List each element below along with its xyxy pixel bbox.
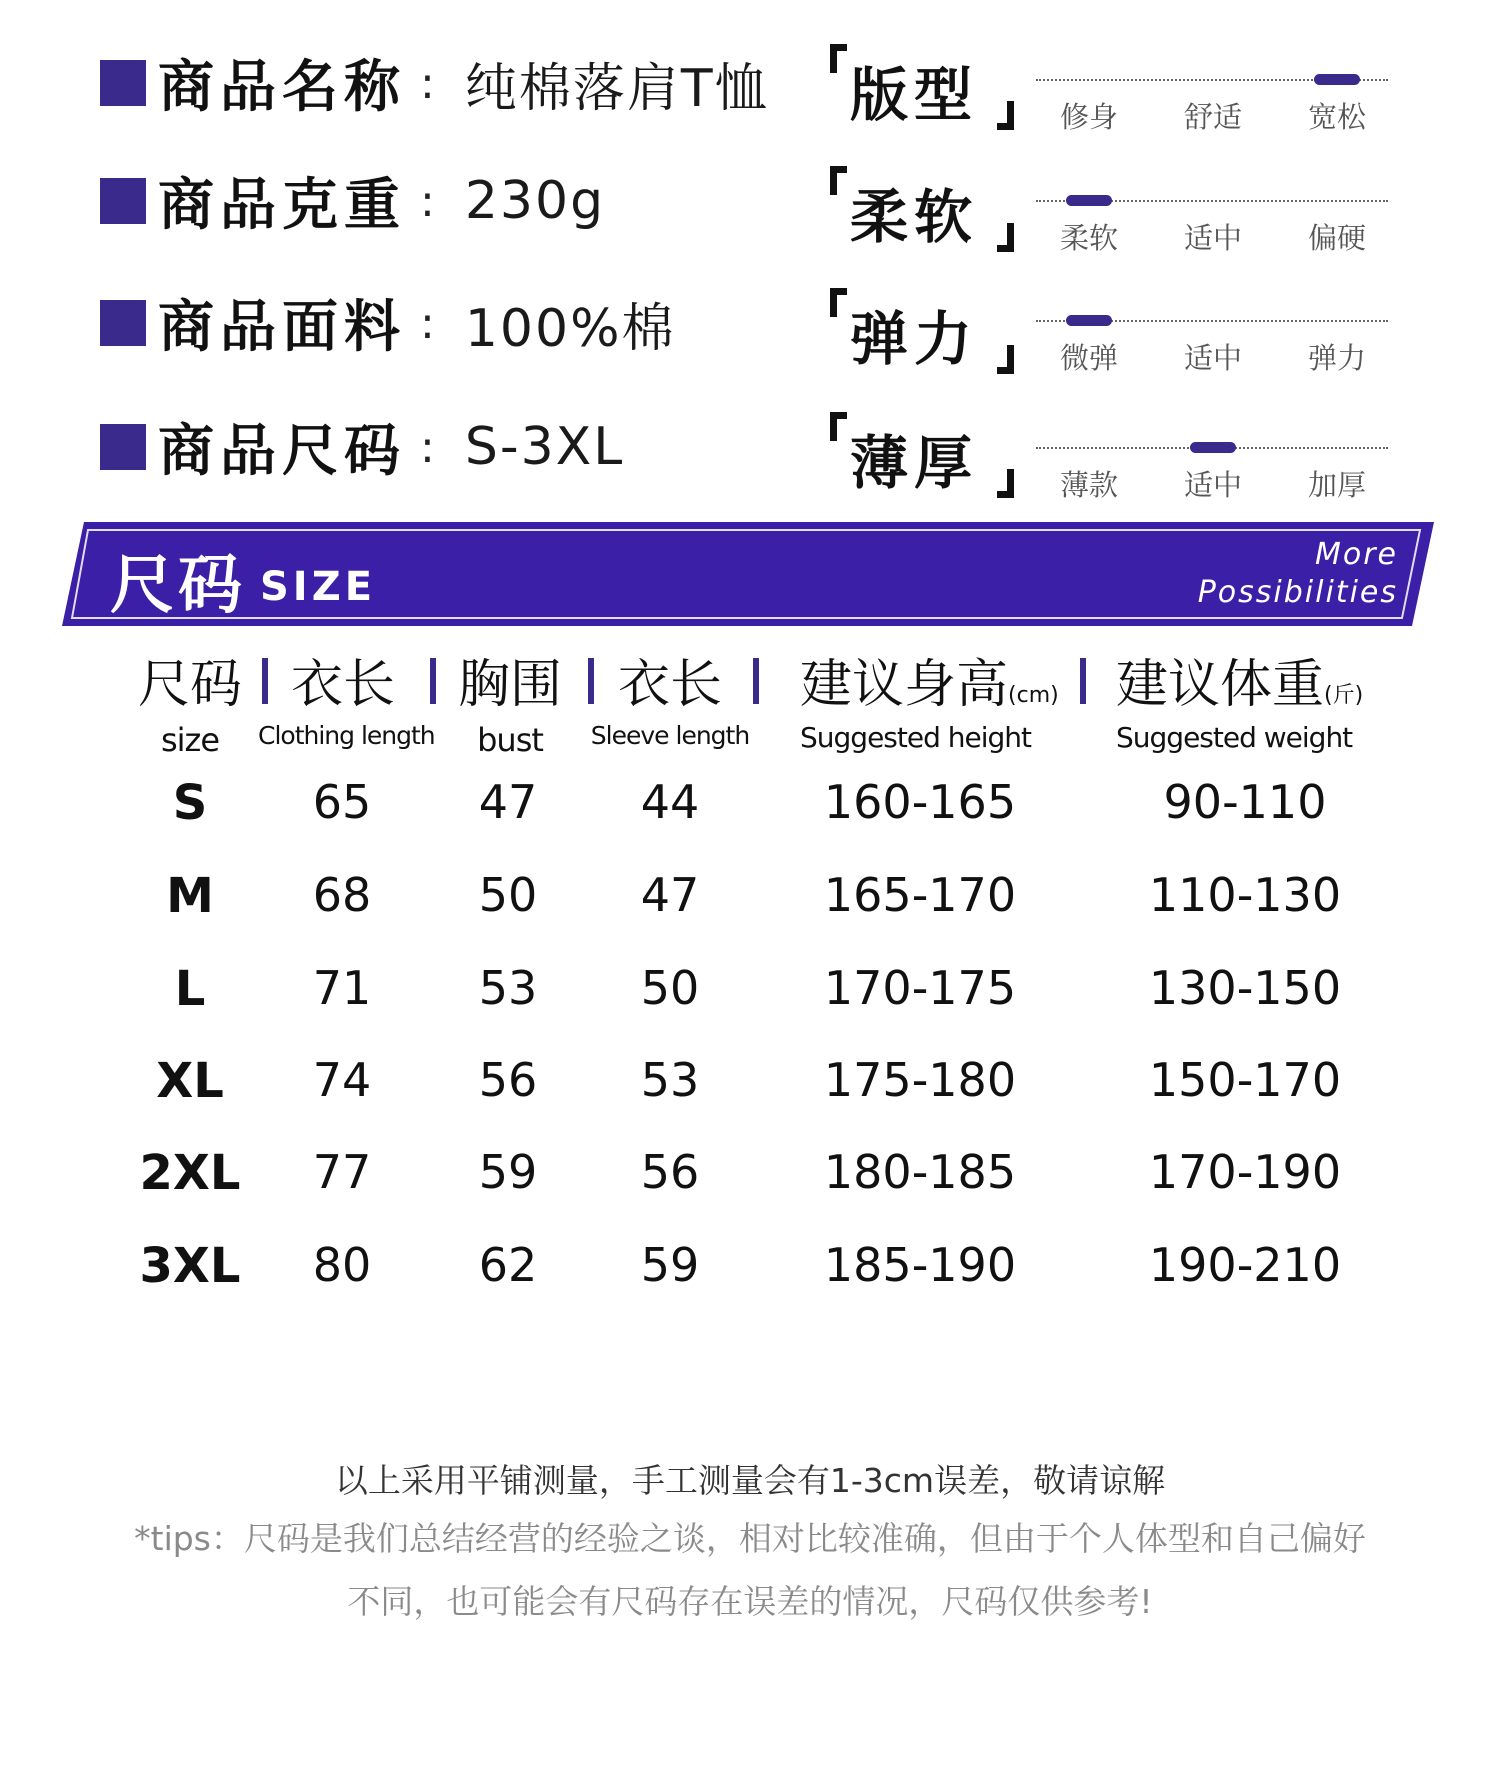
table-cell: 50 — [640, 961, 700, 1015]
measurement-note: 以上采用平铺测量，手工测量会有1-3cm误差，敬请谅解 — [334, 1461, 1166, 1500]
header-cn: 胸围 — [457, 655, 562, 715]
header-separator — [753, 658, 759, 704]
scale-label: 柔软 — [1059, 221, 1118, 255]
info-label: 商品克重 — [158, 173, 406, 238]
info-colon: : — [420, 57, 435, 109]
table-cell: 175-180 — [823, 1053, 1017, 1107]
header-en: Clothing length — [258, 721, 435, 750]
table-cell: 56 — [640, 1145, 700, 1199]
header-clothing-length — [258, 642, 435, 782]
table-cell: 77 — [312, 1145, 372, 1199]
header-en: Suggested height — [800, 721, 1032, 754]
table-cell: 59 — [640, 1238, 700, 1292]
attr-title-elasticity — [830, 288, 1010, 373]
table-cell-size: S — [172, 775, 208, 831]
info-value: 100%棉 — [464, 298, 676, 359]
attr-title-fit — [830, 44, 1010, 129]
table-cell: 50 — [478, 868, 538, 922]
table-cell: 170-175 — [823, 961, 1017, 1015]
table-cell: 80 — [312, 1238, 372, 1292]
scale-label: 适中 — [1183, 468, 1242, 502]
scale-indicator — [1066, 195, 1112, 206]
attr-title-thickness — [830, 412, 1010, 497]
scale-indicator — [1190, 442, 1236, 453]
info-value: S-3XL — [464, 417, 625, 477]
attr-title-text: 版型 — [850, 61, 979, 129]
table-cell-size: M — [166, 868, 214, 924]
header-en: Sleeve length — [590, 721, 750, 750]
attr-scale-elasticity — [1036, 320, 1388, 380]
scale-indicator — [1314, 74, 1360, 85]
attr-title-softness — [830, 166, 1010, 251]
table-cell: 74 — [312, 1053, 372, 1107]
table-cell: 59 — [478, 1145, 538, 1199]
table-cell: 190-210 — [1148, 1238, 1342, 1292]
scale-label: 修身 — [1059, 100, 1118, 134]
table-cell: 150-170 — [1148, 1053, 1342, 1107]
scale-label: 宽松 — [1307, 100, 1366, 134]
header-separator — [430, 658, 436, 704]
table-cell-size: XL — [156, 1053, 224, 1109]
bullet-square — [100, 300, 146, 346]
table-cell: 185-190 — [823, 1238, 1017, 1292]
table-cell: 53 — [478, 961, 538, 1015]
attr-title-text: 柔软 — [850, 183, 979, 251]
info-colon: : — [420, 175, 435, 227]
attr-title-text: 弹力 — [850, 305, 979, 373]
info-value: 纯棉落肩T恤 — [464, 58, 769, 119]
table-cell: 170-190 — [1148, 1145, 1342, 1199]
table-cell: 68 — [312, 868, 372, 922]
scale-label: 偏硬 — [1307, 221, 1366, 255]
banner-tagline — [1198, 536, 1398, 612]
bracket-close-icon — [997, 469, 1014, 498]
header-cn: 尺码 — [137, 655, 242, 715]
header-cn-wrap — [1116, 642, 1386, 717]
banner-title: 尺码 — [110, 549, 246, 623]
table-cell: 65 — [312, 775, 372, 829]
table-cell: 160-165 — [823, 775, 1017, 829]
table-cell: 165-170 — [823, 868, 1017, 922]
scale-label: 适中 — [1183, 221, 1242, 255]
header-en: Suggested weight — [1116, 721, 1353, 754]
bracket-close-icon — [997, 101, 1014, 130]
info-row-weight — [100, 166, 605, 236]
table-cell: 47 — [640, 868, 700, 922]
header-cn: 建议身高 — [800, 655, 1009, 715]
info-value: 230g — [464, 171, 606, 231]
info-colon: : — [420, 297, 435, 349]
table-cell: 56 — [478, 1053, 538, 1107]
bullet-square — [100, 424, 146, 470]
info-row-fabric — [100, 288, 676, 358]
attr-scale-fit — [1036, 79, 1388, 139]
info-label: 商品名称 — [158, 55, 406, 120]
info-row-name — [100, 48, 769, 118]
header-suggested-height — [800, 642, 1080, 782]
header-en: size — [160, 721, 220, 759]
size-banner — [62, 522, 1434, 626]
scale-label: 适中 — [1183, 341, 1242, 375]
banner-tagline-line2: Possibilities — [1197, 575, 1398, 610]
table-cell: 110-130 — [1148, 868, 1342, 922]
attr-title-text: 薄厚 — [850, 429, 979, 497]
scale-label: 微弹 — [1059, 341, 1118, 375]
header-unit: (cm) — [1008, 683, 1059, 708]
scale-label: 舒适 — [1183, 100, 1242, 134]
attr-scale-softness — [1036, 200, 1388, 260]
scale-label: 薄款 — [1059, 468, 1118, 502]
banner-subtitle: SIZE — [260, 564, 377, 610]
bracket-close-icon — [997, 223, 1014, 252]
table-cell-size: 3XL — [139, 1238, 241, 1294]
info-colon: : — [420, 421, 435, 473]
tips-note-line2: 不同，也可能会有尺码存在误差的情况，尺码仅供参考! — [347, 1582, 1153, 1621]
header-unit: (斤) — [1324, 683, 1364, 708]
attr-scale-thickness — [1036, 447, 1388, 507]
info-label: 商品尺码 — [158, 419, 406, 484]
info-row-size — [100, 412, 624, 482]
header-size — [120, 642, 260, 782]
table-cell: 53 — [640, 1053, 700, 1107]
header-en: bust — [477, 721, 543, 759]
bullet-square — [100, 178, 146, 224]
bracket-open-icon — [830, 412, 847, 441]
header-separator — [1080, 658, 1086, 704]
banner-tagline-line1: More — [1314, 537, 1398, 572]
bracket-open-icon — [830, 166, 847, 195]
table-cell: 47 — [478, 775, 538, 829]
scale-label: 加厚 — [1307, 468, 1366, 502]
bracket-open-icon — [830, 44, 847, 73]
table-cell: 130-150 — [1148, 961, 1342, 1015]
table-cell: 62 — [478, 1238, 538, 1292]
scale-label: 弹力 — [1307, 341, 1366, 375]
bracket-close-icon — [997, 345, 1014, 374]
header-suggested-weight — [1116, 642, 1386, 782]
header-cn: 衣长 — [290, 655, 395, 715]
info-label: 商品面料 — [158, 295, 406, 360]
table-cell-size: L — [174, 961, 206, 1017]
header-cn-wrap — [800, 642, 1080, 717]
scale-indicator — [1066, 315, 1112, 326]
header-sleeve-length — [590, 642, 750, 782]
table-cell: 90-110 — [1163, 775, 1327, 829]
table-cell-size: 2XL — [139, 1145, 241, 1201]
bracket-open-icon — [830, 288, 847, 317]
header-bust — [440, 642, 580, 782]
table-cell: 71 — [312, 961, 372, 1015]
tips-note-line1: *tips：尺码是我们总结经营的经验之谈，相对比较准确，但由于个人体型和自己偏好 — [134, 1519, 1366, 1558]
table-cell: 44 — [640, 775, 700, 829]
bullet-square — [100, 60, 146, 106]
header-cn: 衣长 — [617, 655, 722, 715]
header-cn: 建议体重 — [1116, 655, 1325, 715]
table-cell: 180-185 — [823, 1145, 1017, 1199]
